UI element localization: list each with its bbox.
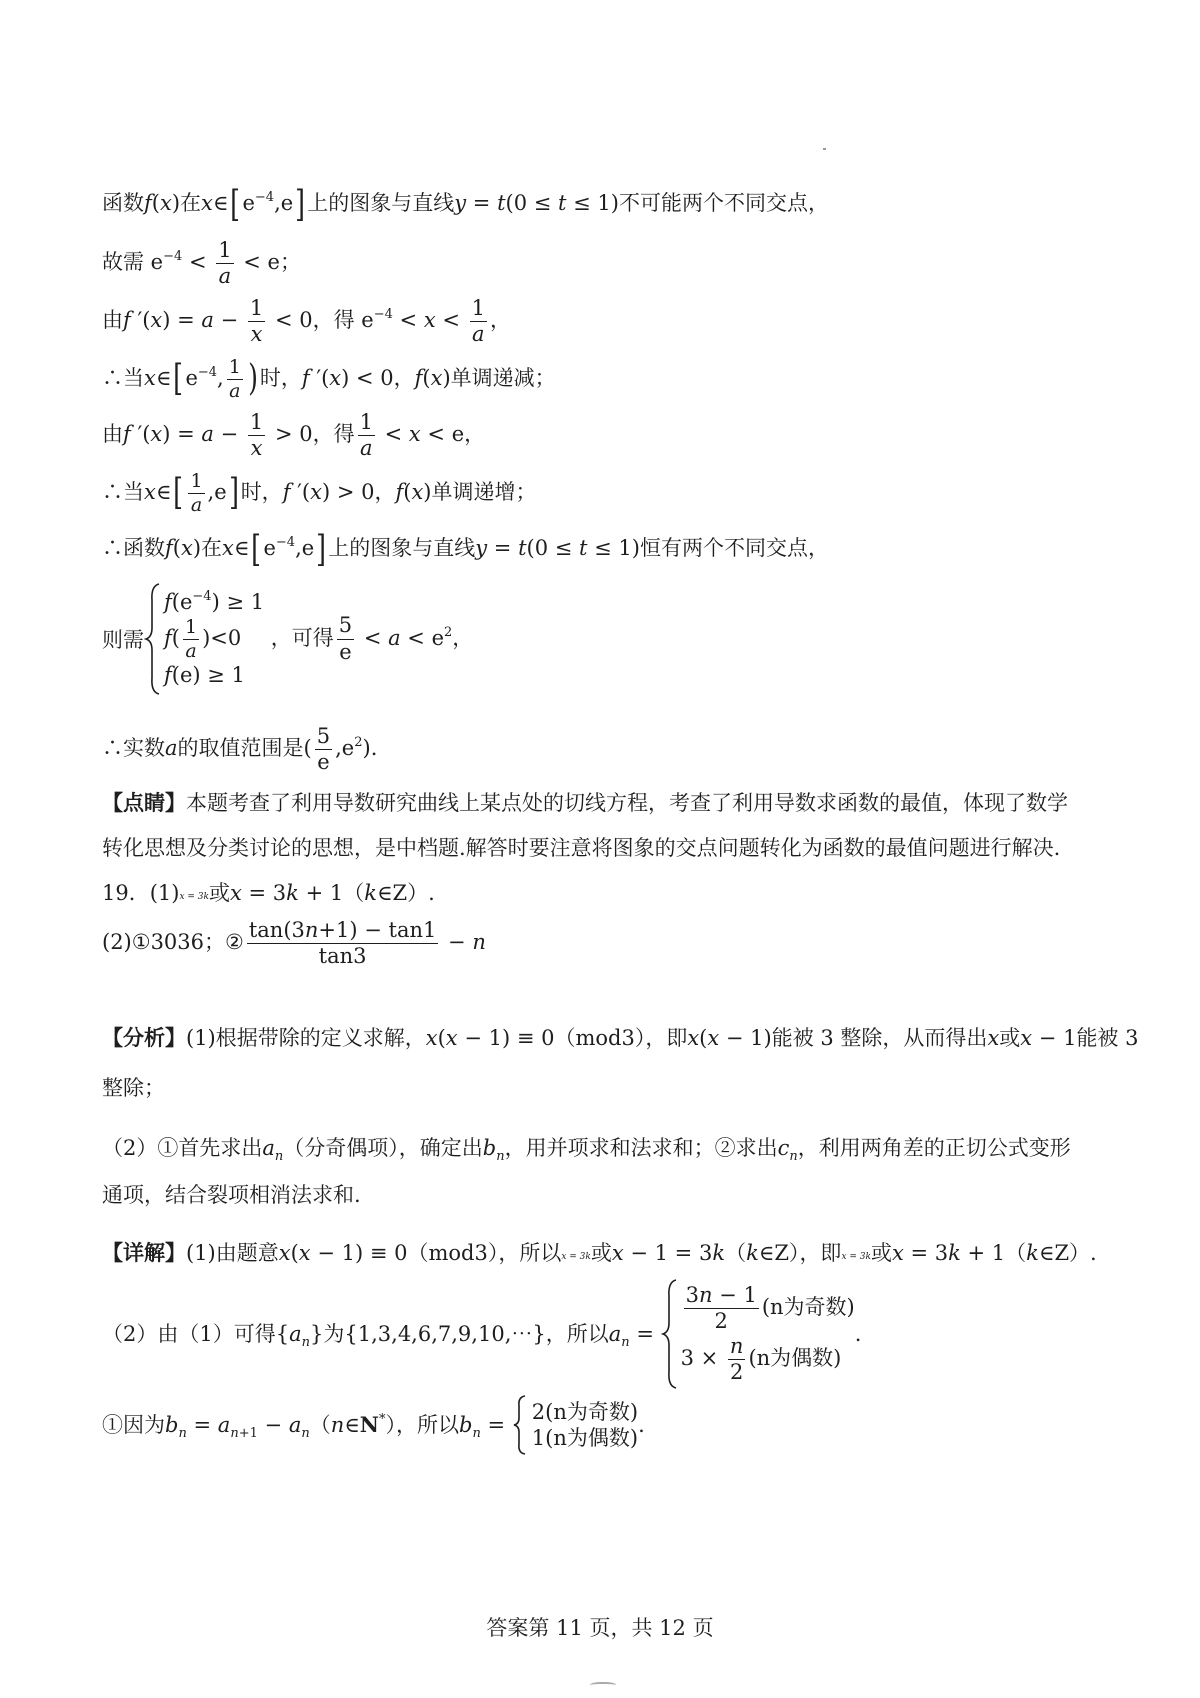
text-line-1: 函数f(x)在x∈[ $e^{-4},e$] 上的图象与直线y = t(0 ≤ t ≤ 1)不可能两个不同交点， xyxy=(102,183,829,225)
left-brace xyxy=(512,1394,532,1456)
text-line-5: 由f ′(x) = a − $\frac{1}{x}$ > 0，得 $\frac{1}{a}$ < x < e， xyxy=(102,410,486,461)
text-line-2: 故需 $e^{-4}$ < $\frac{1}{a}$ < e； xyxy=(102,238,301,289)
page-footer: 答案第 11 页，共 12 页 xyxy=(486,1616,714,1640)
analysis-line-3: （2）①首先求出$a_n$（分奇偶项），确定出$b_n$，用并项求和法求和；②求出$c_n$，利用两角差的正切公式变形 xyxy=(102,1136,1071,1164)
comment-line-2: 转化思想及分类讨论的思想，是中档题.解答时要注意将图象的交点问题转化为函数的最值问题进行解决. xyxy=(102,836,1061,860)
text-line-7: ∴函数f(x)在x∈[ $e^{-4},e$] 上的图象与直线y = t(0 ≤ t ≤ 1)恒有两个不同交点， xyxy=(102,528,829,570)
scan-speck xyxy=(823,148,826,150)
scan-mark xyxy=(590,1682,616,1690)
detail-line-1: 【详解】(1)由题意x(x − 1) ≡ 0（mod3），所以x = 3k或x − 1 = 3k（k∈Z），即x = 3k或x = 3k + 1（k∈Z）. xyxy=(102,1240,1097,1265)
text-line-9: ∴实数a的取值范围是( $\frac{5}{e}$ $,e^2$). xyxy=(102,724,378,775)
left-brace xyxy=(661,1278,681,1390)
analysis-line-2: 整除； xyxy=(102,1076,165,1100)
analysis-line-1: 【分析】(1)根据带除的定义求解，x(x − 1) ≡ 0（mod3），即x(x − 1)能被 3 整除，从而得出x或x − 1能被 3 xyxy=(102,1025,1139,1050)
text-line-3: 由f ′(x) = a − $\frac{1}{x}$ < 0，得 $e^{-4} < x$ < $\frac{1}{a}$ ， xyxy=(102,296,511,347)
text-line-4: ∴当x∈[ $e^{-4}$, $\frac{1}{a}$ ) 时，f ′(x) < 0，f(x)单调递减； xyxy=(102,356,556,402)
answer-19-part1: 19．(1)x = 3k或x = 3k + 1（k∈Z）. xyxy=(102,881,435,905)
detail-line-2: （2）由（1）可得$\{a_n\}$为{1,3,4,6,7,9,10,⋯}，所以$a_n$ = $\frac{3n - 1}{2}$ (n为奇数) 3 × $\frac{n}{2}$ (n为偶数) . xyxy=(102,1278,861,1390)
text-line-8: 则需 $f(e^{-4}) \ge 1$ f( $\frac{1}{a}$ )<0 f(e) ≥ 1 ，可得 $\frac{5}{e}$ < $a < e^2$， xyxy=(102,582,473,696)
left-brace xyxy=(144,582,164,696)
analysis-line-4: 通项，结合裂项相消法求和. xyxy=(102,1183,361,1207)
text-line-6: ∴当x∈[ $\frac{1}{a}$ ,e] 时，f ′(x) > 0，f(x)单调递增； xyxy=(102,470,537,516)
comment-line-1: 【点睛】本题考查了利用导数研究曲线上某点处的切线方程，考查了利用导数求函数的最值，体现了数学 xyxy=(102,790,1068,815)
answer-19-part2: (2)①3036；② $\frac{\tan(3n+1) - \tan 1}{\tan 3}$ − n xyxy=(102,918,486,969)
detail-line-3: ①因为$b_n = a_{n+1}$ − $a_n(n\in N^*)$，所以$b_n$ = 2(n为奇数) 1(n为偶数) . xyxy=(102,1394,645,1456)
